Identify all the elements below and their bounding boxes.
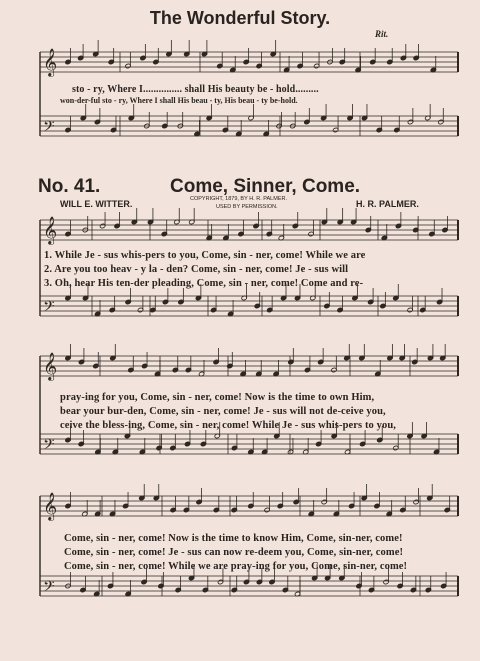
svg-text:𝄢: 𝄢 (43, 578, 55, 599)
svg-text:𝄞: 𝄞 (43, 216, 58, 244)
verse2-system1: 2. Are you too heav - y la - den? Come, sin - ner, come! Je - sus will (44, 264, 349, 275)
svg-text:𝄞: 𝄞 (43, 48, 58, 76)
verse3-system3: Come, sin - ner, come! While we are pray-ing for you, Come, sin-ner, come! (64, 561, 408, 572)
verse3-system1: 3. Oh, hear His ten-der pleading, Come, sin - ner, come! Come and re- (44, 278, 364, 289)
verse1-system2: pray-ing for you, Come, sin - ner, come! Now is the time to own Him, (60, 392, 375, 403)
svg-text:𝄢: 𝄢 (43, 118, 55, 139)
verse1-system1: 1. While Je - sus whis-pers to you, Come, sin - ner, come! While we are (44, 250, 366, 261)
top-piece-title: The Wonderful Story. (149, 8, 331, 28)
ritardando-mark: Rit. (375, 29, 389, 39)
svg-text:𝄞: 𝄞 (43, 492, 58, 520)
copyright-line: COPYRIGHT, 1879, BY H. R. PALMER. (190, 196, 287, 202)
top-lyric-line-2: won-der-ful sto - ry, Where I shall His beau - ty, His beau - ty be-hold. (60, 96, 298, 105)
verse3-system2: ceive the bless-ing, Come, sin - ner, come! While Je - sus whis-pers to you, (60, 420, 396, 431)
svg-text:𝄢: 𝄢 (43, 298, 55, 319)
svg-text:𝄢: 𝄢 (43, 436, 55, 457)
verse1-system3: Come, sin - ner, come! Now is the time to know Him, Come, sin-ner, come! (64, 533, 403, 544)
top-lyric-line-1: sto - ry, Where I............... shall His beauty be - hold......... (72, 84, 319, 95)
verse2-system2: bear your bur-den, Come, sin - ner, come! Je - sus will not de-ceive you, (60, 406, 386, 417)
lyricist-credit: WILL E. WITTER. (60, 199, 133, 209)
hymn-title: Come, Sinner, Come. (170, 176, 361, 197)
composer-credit: H. R. PALMER. (356, 199, 419, 209)
svg-text:𝄞: 𝄞 (43, 352, 58, 380)
hymn-number: No. 41. (38, 176, 101, 197)
verse2-system3: Come, sin - ner, come! Je - sus can now re-deem you, Come, sin-ner, come! (64, 547, 404, 558)
permission-line: USED BY PERMISSION. (216, 204, 278, 210)
